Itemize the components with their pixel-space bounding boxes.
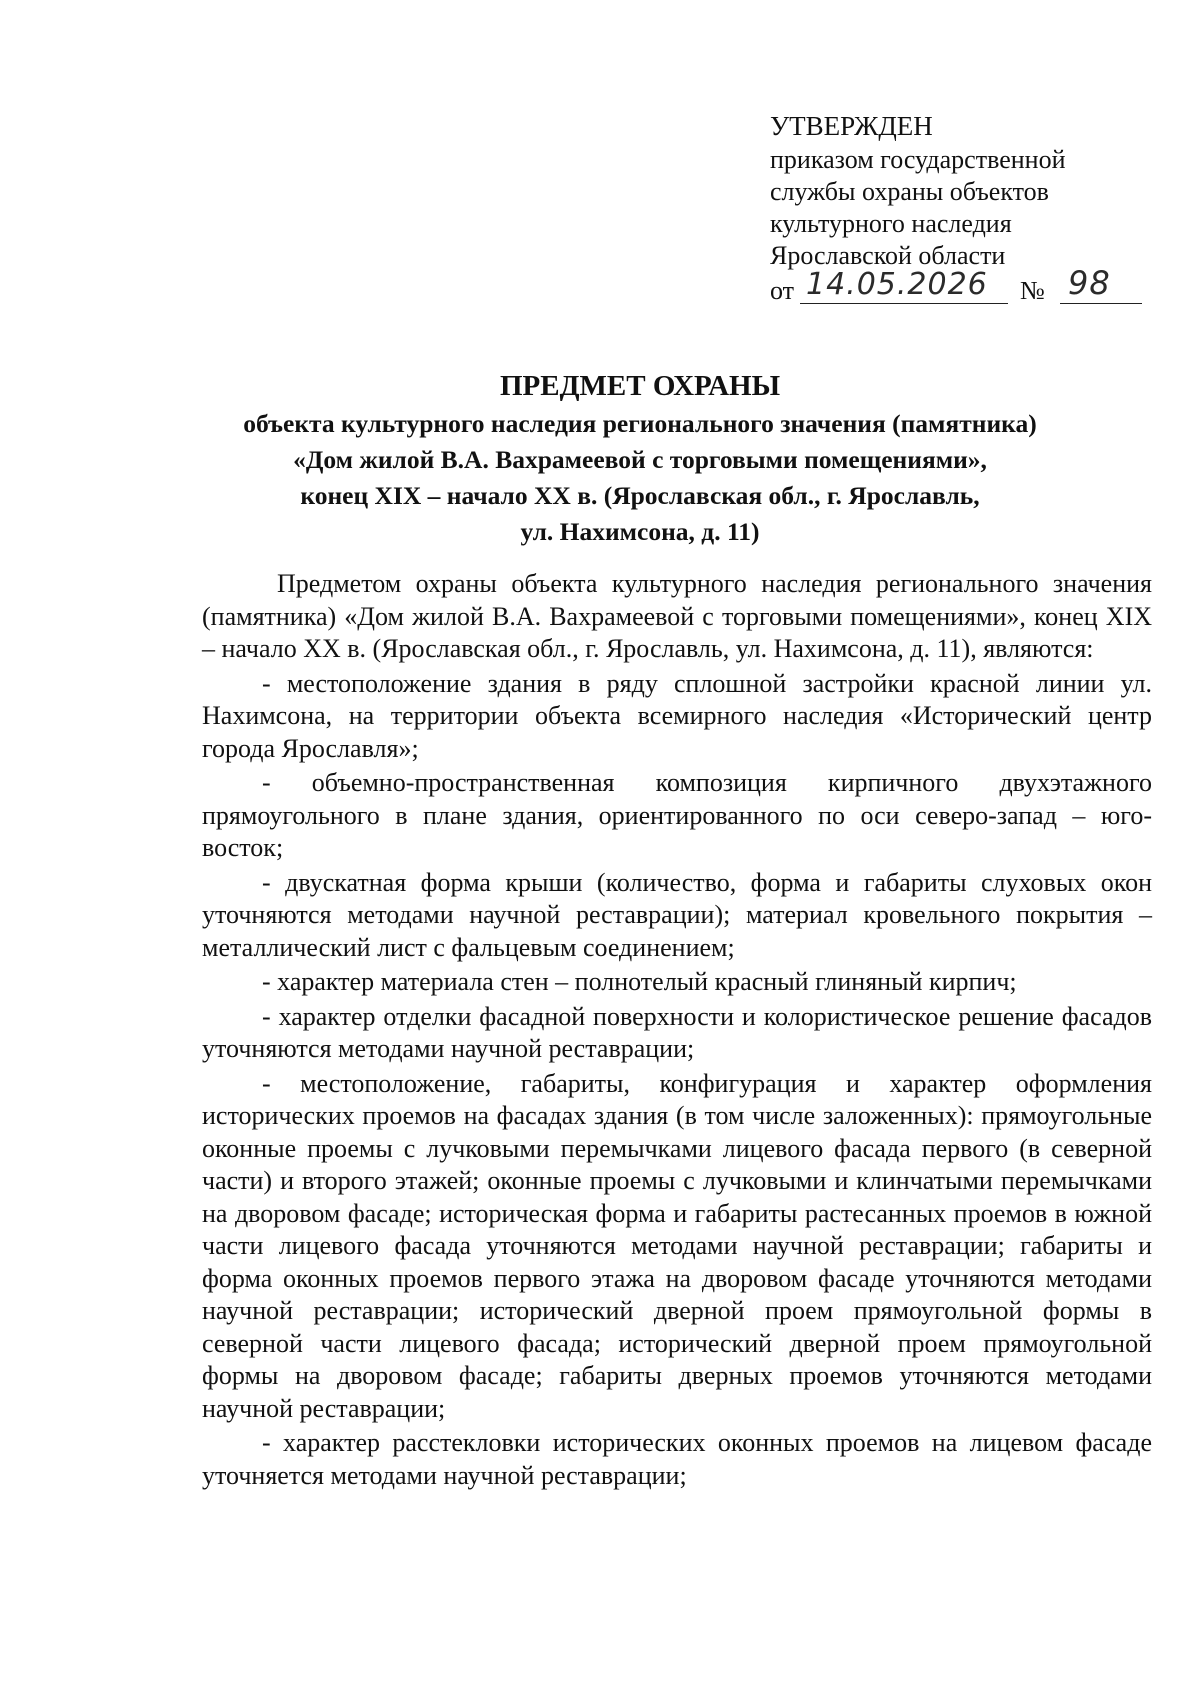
handwritten-date: 14.05.2026 <box>806 267 988 302</box>
intro-paragraph: Предметом охраны объекта культурного наследия регионального значения (памятника) «Дом жилой В.А. Вахрамеевой с торговыми помещениями», конец XIX – начало XX в. (Ярославская обл., г. Ярославль, ул. Нахимсона, д. 11), являются: <box>202 569 1152 663</box>
number-underline <box>1060 303 1142 304</box>
document-body <box>202 568 1152 1494</box>
protection-item: - характер отделки фасадной поверхности и колористическое решение фасадов уточняются методами научной реставрации; <box>202 1001 1152 1063</box>
approval-line: Ярославской области <box>770 241 1006 270</box>
document-title: ПРЕДМЕТ ОХРАНЫ <box>499 370 781 402</box>
document-subtitle-line: ул. Нахимсона, д. 11) <box>520 517 760 546</box>
protection-item: - характер материала стен – полнотелый красный глиняный кирпич; <box>262 967 1017 996</box>
approval-date-number-row <box>770 266 1150 310</box>
date-underline <box>800 303 1008 304</box>
protection-item: - характер расстекловки исторических оконных проемов на лицевом фасаде уточняется методами научной реставрации; <box>202 1428 1152 1490</box>
approval-stamp-block <box>770 110 1170 272</box>
date-prefix: от <box>770 276 795 305</box>
approval-title: УТВЕРЖДЕН <box>770 111 933 141</box>
number-prefix: № <box>1020 276 1045 305</box>
protection-item: - объемно-пространственная композиция кирпичного двухэтажного прямоугольного в плане здания, ориентированного по оси северо-запад – юго-восток; <box>202 768 1152 862</box>
protection-item: - местоположение, габариты, конфигурация и характер оформления исторических проемов на фасадах здания (в том числе заложенных): прямоугольные оконные проемы с лучковыми перемычками лицевого фасада первого (в северной части) и второго этажей; оконные проемы с лучковыми и клинчатыми перемычками на дворовом фасаде; историческая форма и габариты растесанных проемов в южной части лицевого фасада уточняются методами научной реставрации; габариты и форма оконных проемов первого этажа на дворовом фасаде уточняются методами научной реставрации; исторический дверной проем прямоугольной формы в северной части лицевого фасада; исторический дверной проем прямоугольной формы на дворовом фасаде; габариты дверных проемов уточняются методами научной реставрации; <box>202 1068 1152 1423</box>
document-subtitle-line: конец XIX – начало XX в. (Ярославская обл., г. Ярославль, <box>300 481 980 510</box>
approval-line: службы охраны объектов <box>770 177 1049 206</box>
document-subtitle-line: «Дом жилой В.А. Вахрамеевой с торговыми помещениями», <box>293 445 987 474</box>
protection-item: - местоположение здания в ряду сплошной застройки красной линии ул. Нахимсона, на территории объекта всемирного наследия «Исторический центр города Ярославля»; <box>202 668 1152 763</box>
document-subtitle-line: объекта культурного наследия регионального значения (памятника) <box>243 409 1037 438</box>
approval-line: культурного наследия <box>770 209 1012 238</box>
approval-line: приказом государственной <box>770 145 1066 174</box>
handwritten-number: 98 <box>1068 264 1111 302</box>
document-heading <box>200 366 1080 550</box>
protection-item: - двускатная форма крыши (количество, форма и габариты слуховых окон уточняются методами научной реставрации); материал кровельного покрытия – металлический лист с фальцевым соединением; <box>202 867 1152 962</box>
